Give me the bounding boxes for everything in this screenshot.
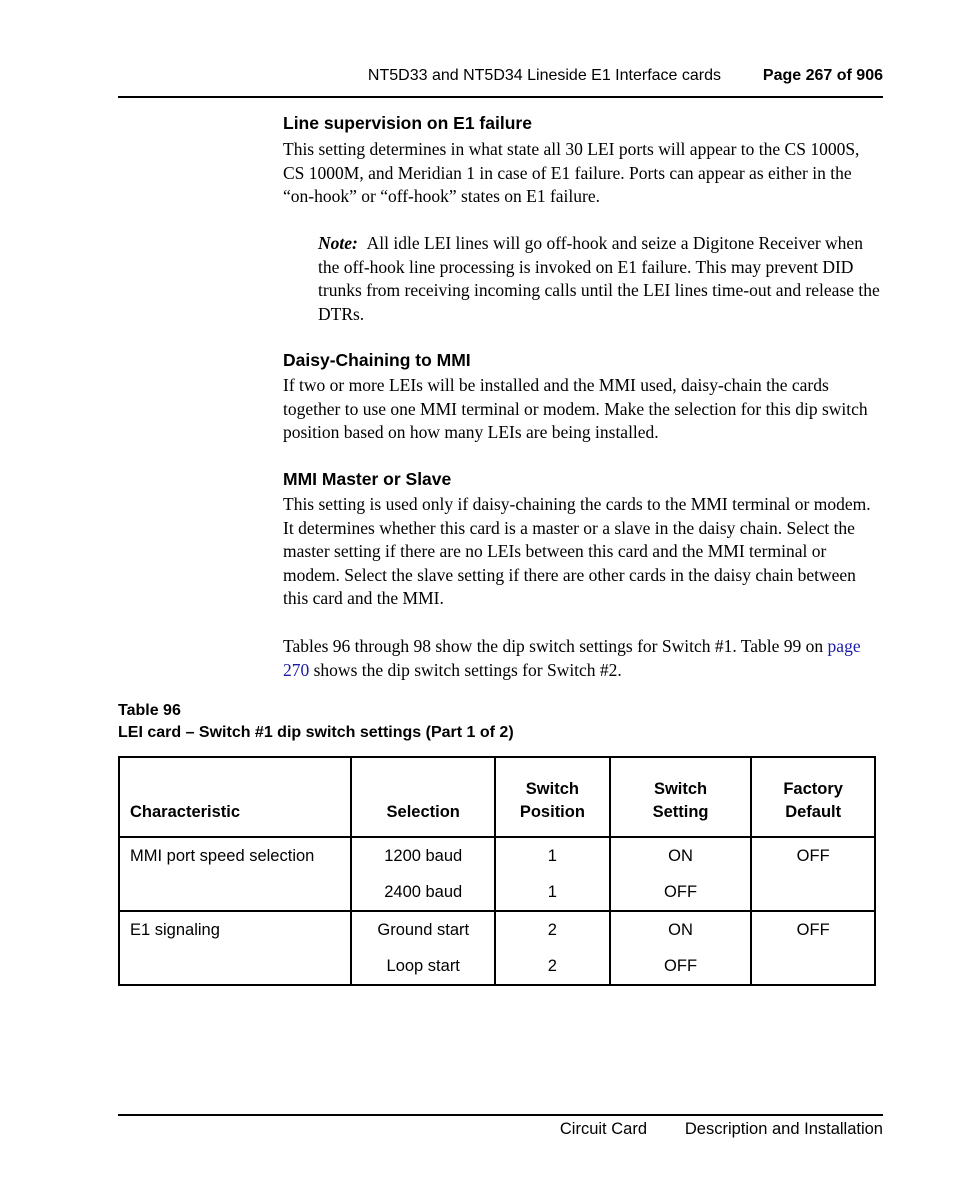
document-title: NT5D33 and NT5D34 Lineside E1 Interface cards [367, 67, 721, 84]
cell-characteristic: MMI port speed selection [119, 837, 351, 911]
cell-factory-default: OFF [751, 837, 875, 911]
paragraph-tables-reference [283, 635, 883, 682]
heading-line-supervision: Line supervision on E1 failure [283, 113, 532, 133]
cell-switch-position: 2 2 [495, 911, 610, 985]
cell-characteristic: E1 signaling [119, 911, 351, 985]
page-footer [118, 1114, 883, 1138]
header-factory-default: Factory Default [751, 757, 875, 837]
table-row [119, 911, 875, 985]
heading-mmi-master-slave: MMI Master or Slave [283, 469, 452, 489]
page-header [118, 66, 883, 98]
dip-switch-table [118, 756, 876, 986]
tables-text-before: Tables 96 through 98 show the dip switch settings for Switch #1. Table 99 on [283, 636, 824, 656]
note-block [318, 232, 883, 326]
header-switch-setting: Switch Setting [610, 757, 752, 837]
cell-selection: 1200 baud 2400 baud [351, 837, 495, 911]
table-row [119, 837, 875, 911]
page-number: Page 267 of 906 [762, 67, 883, 84]
cell-selection: Ground start Loop start [351, 911, 495, 985]
cell-switch-setting: ON OFF [610, 911, 752, 985]
table-header-row [119, 757, 875, 837]
header-characteristic: Characteristic [119, 757, 351, 837]
cell-factory-default: OFF [751, 911, 875, 985]
header-selection: Selection [351, 757, 495, 837]
footer-right: Description and Installation [684, 1120, 883, 1138]
header-switch-position: Switch Position [495, 757, 610, 837]
paragraph-daisy-chaining: If two or more LEIs will be installed and the MMI used, daisy-chain the cards together to use one MMI terminal or modem. Make the selection for this dip switch position based on how many LEIs are being installed. [283, 375, 868, 442]
tables-text-after: shows the dip switch settings for Switch #2. [313, 659, 622, 680]
heading-daisy-chaining: Daisy-Chaining to MMI [283, 350, 471, 370]
note-text: All idle LEI lines will go off-hook and seize a Digitone Receiver when the off-hook line processing is invoked on E1 failure. This may prevent DID trunks from receiving incoming calls until the LEI lines time-out and release the DTRs. [318, 233, 880, 324]
paragraph-line-supervision: This setting determines in what state all 30 LEI ports will appear to the CS 1000S, CS 1000M, and Meridian 1 in case of E1 failure. Ports can appear as either in the “on-hook” or “off-hook” states on E1 failure. [283, 139, 860, 206]
cell-switch-position: 1 1 [495, 837, 610, 911]
footer-left: Circuit Card [559, 1120, 647, 1138]
table-number: Table 96 [118, 702, 181, 719]
paragraph-mmi-master-slave: This setting is used only if daisy-chaining the cards to the MMI terminal or modem. It determines whether this card is a master or a slave in the daisy chain. Select the master setting if there are no LEIs between this card and the MMI terminal or modem. Select the slave setting if there are other cards in the daisy chain between this card and the MMI. [283, 494, 871, 608]
note-label: Note: [318, 233, 358, 253]
cell-switch-setting: ON OFF [610, 837, 752, 911]
table-caption: LEI card – Switch #1 dip switch settings (Part 1 of 2) [118, 724, 514, 741]
page-270-link[interactable]: page 270 [283, 636, 861, 680]
